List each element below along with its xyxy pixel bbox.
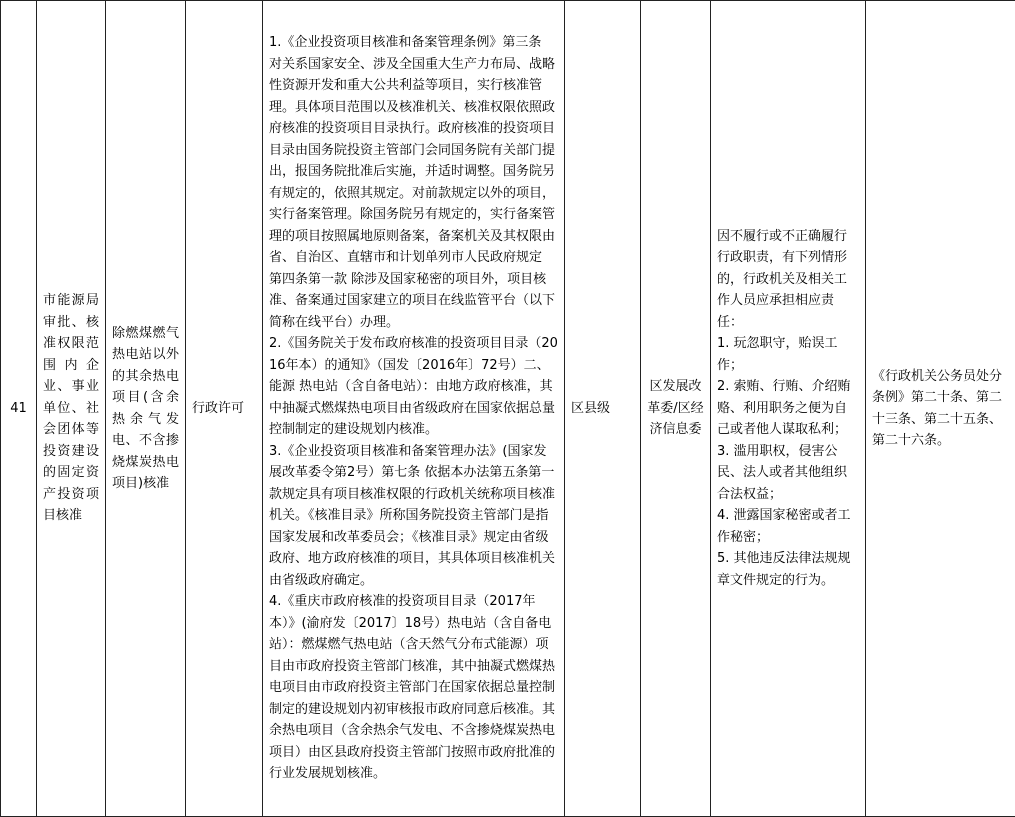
responsible-department: 区发展改革委/区经济信息委 [641, 1, 711, 817]
legal-basis-paragraph: 2.《国务院关于发布政府核准的投资项目目录（2016年本）的通知》（国发〔2016年〕72号）二、能源 热电站（含自备电站）：由地方政府核准，其中抽凝式燃煤热电项目由省级政府在国家依据总量控制制定的建设规划内核准。 [269, 336, 558, 438]
table-row [1, 1, 1015, 817]
legal-basis-cell [263, 1, 565, 817]
exercise-level: 区县级 [565, 1, 641, 817]
responsibility-cell [711, 1, 866, 817]
power-type: 行政许可 [186, 1, 263, 817]
responsibility-intro: 因不履行或不正确履行行政职责，有下列情形的，行政机关及相关工作人员应承担相应责任： [717, 228, 848, 330]
responsibility-item: 1. 玩忽职守，贻误工作； [717, 336, 838, 373]
responsibility-item: 4. 泄露国家秘密或者工作秘密； [717, 508, 851, 545]
row-number: 41 [1, 1, 37, 817]
legal-basis-paragraph: 4.《重庆市政府核准的投资项目目录（2017年本）》(渝府发〔2017〕18号）热电站（含自备电站）：燃煤燃气热电站（含天然气分布式能源）项目由市政府投资主管部门核准，其中抽凝式燃煤热电项目由市政府投资主管部门在国家依据总量控制制定的建设规划内初审核报市政府同意后核准。其余热电项目（含余热余气发电、不含掺烧煤炭热电项目）由区县政府投资主管部门按照市政府批准的行业发展规划核准。 [269, 594, 556, 782]
responsibility-item: 3. 滥用职权，侵害公民、法人或者其他组织合法权益； [717, 443, 848, 502]
item-name: 市能源局审批、核准权限范围内企业、事业单位、社会团体等投资建设的固定资产投资项目核准 [37, 1, 106, 817]
legal-basis-paragraph: 3.《企业投资项目核准和备案管理办法》(国家发展改革委令第2号）第七条 依据本办法第五条第一款规定具有项目核准权限的行政机关统称项目核准机关。《核准目录》所称国务院投资主管部门是指国家发展和改革委员会；《核准目录》规定由省级政府、地方政府核准的项目，其具体项目核准机关由省级政府确定。 [269, 443, 556, 588]
responsibility-item: 5. 其他违反法律法规规章文件规定的行为。 [717, 551, 851, 588]
legal-reference: 《行政机关公务员处分条例》第二十条、第二十三条、第二十五条、第二十六条。 [866, 1, 1015, 817]
sub-item-name: 除燃煤燃气热电站以外的其余热电项目(含余热余气发电、不含掺烧煤炭热电项目)核准 [106, 1, 186, 817]
responsibility-item: 2. 索贿、行贿、介绍贿赂、利用职务之便为自己或者他人谋取私利； [717, 379, 851, 438]
legal-basis-paragraph: 1.《企业投资项目核准和备案管理条例》第三条 对关系国家安全、涉及全国重大生产力布局、战略性资源开发和重大公共利益等项目，实行核准管理。具体项目范围以及核准机关、核准权限依照政府核准的投资项目目录执行。政府核准的投资项目目录由国务院投资主管部门会同国务院有关部门提出，报国务院批准后实施，并适时调整。国务院另有规定的，依照其规定。对前款规定以外的项目，实行备案管理。除国务院另有规定的，实行备案管理的项目按照属地原则备案，备案机关及其权限由省、自治区、直辖市和计划单列市人民政府规定 第四条第一款 除涉及国家秘密的项目外，项目核准、备案通过国家建立的项目在线监管平台（以下简称在线平台）办理。 [269, 35, 556, 330]
